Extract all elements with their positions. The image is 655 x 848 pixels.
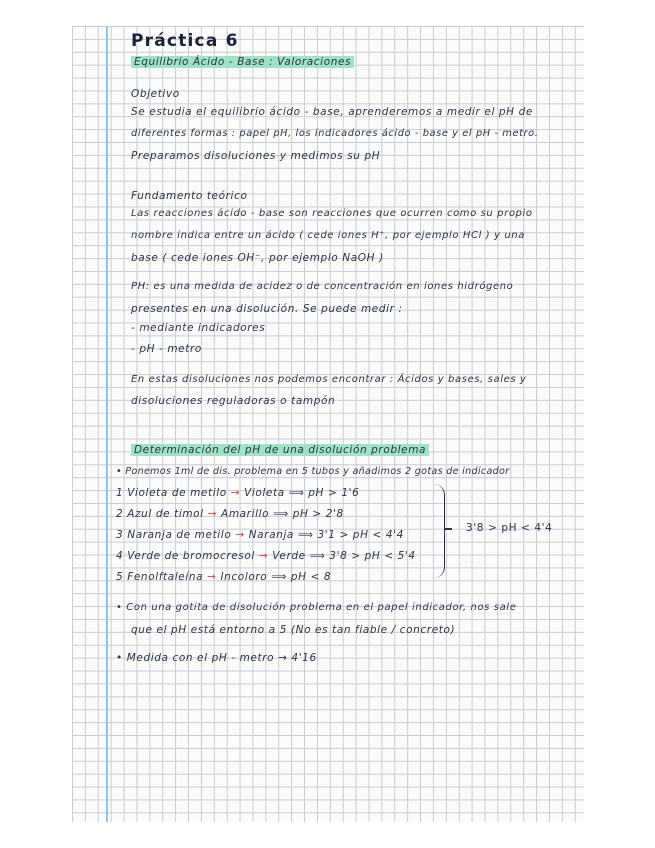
theory-line: nombre indica entre un ácido ( cede iones H⁺, por ejemplo HCl ) y una: [131, 230, 525, 241]
indicator-name: Naranja de metilo: [127, 529, 232, 541]
indicator-result: pH < 8: [290, 571, 332, 583]
objective-line: Se estudia el equilibrio ácido - base, aprenderemos a medir el pH de: [131, 106, 533, 118]
double-arrow-icon: ⟹: [271, 571, 287, 583]
bullet-point: • Con una gotita de disolución problema en el papel indicador, nos sale: [116, 602, 517, 613]
bullet-continuation: que el pH está entorno a 5 (No es tan fiable / concreto): [131, 624, 456, 636]
indicator-row: [116, 508, 344, 520]
indicator-row: [116, 487, 359, 499]
curly-brace-tip: [444, 528, 452, 530]
indicator-number: 4: [116, 550, 124, 562]
theory-heading: Fundamento teórico: [131, 190, 248, 202]
indicator-result: 3'8 > pH < 5'4: [329, 550, 416, 562]
objective-line: Preparamos disoluciones y medimos su pH: [131, 150, 381, 162]
ph-line: - mediante indicadores: [131, 322, 266, 334]
bullet-point: • Medida con el pH - metro → 4'16: [116, 652, 317, 664]
red-arrow-icon: →: [258, 550, 269, 562]
solutions-line: disoluciones reguladoras o tampón: [131, 395, 336, 407]
ph-line: presentes en una disolución. Se puede medir :: [131, 303, 403, 315]
indicator-color: Naranja: [248, 529, 294, 541]
indicator-result: pH > 1'6: [308, 487, 360, 499]
objective-line: diferentes formas : papel pH, los indicadores ácido - base y el pH - metro.: [131, 128, 539, 139]
indicator-number: 1: [116, 487, 124, 499]
ph-line: - pH - metro: [131, 343, 202, 355]
bullet-point: • Ponemos 1ml de dis. problema en 5 tubos y añadimos 2 gotas de indicador: [116, 466, 510, 477]
page-title: Práctica 6: [131, 31, 239, 51]
indicator-name: Verde de bromocresol: [127, 550, 255, 562]
red-arrow-icon: →: [230, 487, 241, 499]
indicator-name: Violeta de metilo: [127, 487, 227, 499]
ph-line: PH: es una medida de acidez o de concentración en iones hidrógeno: [131, 281, 514, 292]
indicator-row: [116, 550, 416, 562]
red-arrow-icon: →: [235, 529, 245, 541]
double-arrow-icon: ⟹: [273, 508, 289, 520]
indicator-name: Azul de timol: [127, 508, 204, 520]
indicator-color: Violeta: [244, 487, 285, 499]
page-subtitle: [131, 56, 354, 68]
curly-brace-icon: [434, 484, 445, 578]
theory-line: base ( cede iones OH⁻, por ejemplo NaOH ): [131, 252, 384, 264]
objective-heading: Objetivo: [131, 88, 180, 100]
indicator-number: 5: [116, 571, 124, 583]
indicator-number: 3: [116, 529, 124, 541]
indicator-result: pH > 2'8: [292, 508, 344, 520]
indicator-conclusion: 3'8 > pH < 4'4: [466, 522, 553, 534]
notebook-page: [72, 26, 584, 822]
indicator-color: Amarillo: [221, 508, 270, 520]
indicator-row: [116, 529, 404, 541]
indicator-name: Fenolftaleína: [127, 571, 204, 583]
double-arrow-icon: ⟹: [288, 487, 305, 499]
section2-heading: [131, 444, 429, 456]
indicator-result: 3'1 > pH < 4'4: [317, 529, 404, 541]
indicator-row: [116, 571, 331, 583]
indicator-color: Verde: [272, 550, 306, 562]
red-arrow-icon: →: [207, 571, 217, 583]
indicator-color: Incoloro: [220, 571, 268, 583]
section2-highlight: Determinación del pH de una disolución problema: [131, 444, 429, 456]
margin-line: [106, 26, 108, 822]
double-arrow-icon: ⟹: [297, 529, 314, 541]
red-arrow-icon: →: [207, 508, 218, 520]
theory-line: Las reacciones ácido - base son reacciones que ocurren como su propio: [131, 208, 533, 219]
indicator-number: 2: [116, 508, 124, 520]
solutions-line: En estas disoluciones nos podemos encontrar : Ácidos y bases, sales y: [131, 374, 527, 385]
double-arrow-icon: ⟹: [309, 550, 326, 562]
subtitle-highlight: Equilibrio Ácido - Base : Valoraciones: [131, 56, 354, 68]
